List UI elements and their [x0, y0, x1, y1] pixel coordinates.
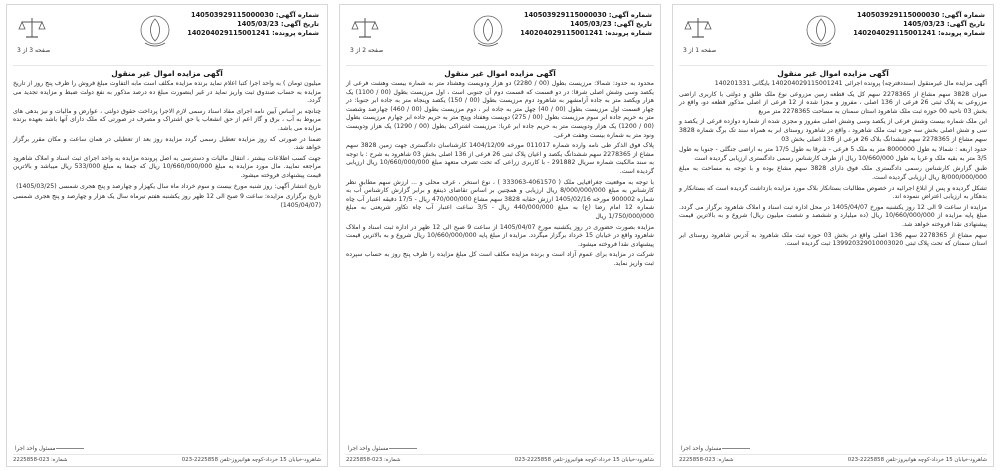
footer-address: شاهرود-خیابان 15 خرداد-کوچه هوانیروز-تلفن 2225858-023	[847, 457, 987, 463]
paragraph: تشکل گردیده و پس از ابلاغ اجرائیه در خصوص مطالبات بستانکار بلاک مورد مزایده بازداشت گردیده است که بستانکار و بدهکار به ارزیابی اعتراض ننموده اند.	[679, 184, 987, 201]
page-footer	[346, 454, 654, 463]
paragraph: میلیون تومان ) به واحد اجرا کتبا اعلام نماید برنده مزایده مکلف است مابه التفاوت مبلغ فروش را ظرف پنج روز از تاریخ مزایده به حساب صندوق ثبت واریز نماید در غیر اینصورت مبلغ ده درصد مذکور به نفع دولت ضبط و مزایده تجدید می گردد.	[13, 80, 321, 105]
paragraph: طبق گزارش کارشناس رسمی دادگستری ملک فوق دارای 3828 سهم مشاع بوده و با توجه به مساحت به مبلغ 8/000/000/000 ریال ارزیابی گردیده است.	[679, 165, 987, 181]
paragraph: پلاک فوق الذکر طی نامه وارده شماره 011017 مورخه 1404/12/09 کارشناسان دادگستری جهت زمین 3828 سهم مشاع از 2278365 سهم ششدانگ یکصد و اعیان پلاک ثبتی 26 فرعی از 136 اصلی بخش 03 شاهرود به شرح : با توجه به سند مالکیت شماره سریال 291882 - با کاربری زراعی که تحت تصرف متعهد مبلغ 10/660/000/000 ریال ارزیابی گردیده است.	[346, 142, 654, 175]
emblem-icon	[801, 13, 841, 51]
signature-label: مسئول واحد اجرا	[681, 446, 753, 452]
signature-label: مسئول واحد اجرا	[348, 446, 420, 452]
file-number: شماره پرونده: 140204029115001241	[187, 29, 319, 37]
paragraph: سهم مشاع از 2278365 سهم 136 اصلی واقع در بخش 03 حوزه ثبت ملک شاهرود به آدرس شاهرود روستای ابر استان سمنان که تحت پلاک ثبتی 139920329010003020 ثبت گردیده است.	[679, 231, 987, 248]
footer-phone: شماره: 023-2225858	[679, 457, 734, 463]
page-number: صفحه 3 از 3	[17, 47, 51, 54]
page-number: صفحه 1 از 3	[683, 47, 717, 54]
paragraph: چنانچه بر اساس آیین نامه اجرای مفاد اسناد رسمی لازم الاجرا پرداخت حقوق دولتی ، عوارض و مالیات و نیز بدهی های مربوط به آب ، برق و گاز اعم از حق انشعاب یا حق اشتراک و مصرف در صورتی که ملک دارای آنها باشد بعهده برنده مزایده می باشد.	[13, 107, 321, 132]
ad-date: تاریخ آگهی: 1405/03/23	[570, 20, 652, 28]
paragraph: حدود اربعه : شمالا به طول 8000000 متر به ملک 5 فرعی - شرقا به طول 17/5 متر به اراضی جنگلی - جنوبا به طول 3/5 متر به بقیه ملک و غربا به طول 10/660/000 ریال از طرف کارشناس رسمی دادگستری ارزیابی گردیده است	[679, 146, 988, 162]
paragraph: مزایده از ساعت 9 الی 12 روز یکشنبه مورخ 1405/04/07 در محل اداره ثبت اسناد و املاک شاهرود برگزار می گردد. مبلغ پایه مزایده از 10/660/000/000 ریال (ده میلیارد و ششصد و شصت میلیون ریال) شروع و به بالاترین قیمت پیشنهادی نقدا فروخته خواهد شد.	[679, 203, 987, 228]
paragraph: تاریخ برگزاری مزایده: ساعت 9 صبح الی 12 ظهر روز یکشنبه هفتم تیرماه سال یک هزار و چهارصد و پنج هجری شمسی (1405/04/07)	[13, 193, 322, 209]
file-number: شماره پرونده: 140204029115001241	[853, 29, 985, 37]
footer-address: شاهرود-خیابان 15 خرداد-کوچه هوانیروز-تلفن 2225858-023	[181, 457, 321, 463]
notice-body	[346, 80, 654, 268]
footer-address: شاهرود-خیابان 15 خرداد-کوچه هوانیروز-تلفن 2225858-023	[514, 457, 654, 463]
ad-number: شماره آگهی: 140503929115000030	[190, 11, 319, 19]
paragraph: مزایده بصورت حضوری در روز یکشنبه مورخ 1405/04/07 از ساعت 9 صبح الی 12 ظهر در اداره ثبت اسناد و املاک شاهرود واقع در خیابان 15 خرداد برگزار میگردد. مزایده از مبلغ پایه 10/660/000/000 ریال شروع و به بالاترین قیمت پیشنهادی نقدا فروخته میشود.	[346, 223, 655, 248]
notice-body	[13, 80, 321, 210]
ad-metadata	[853, 11, 985, 38]
scales-of-justice-icon	[17, 15, 47, 41]
ad-number: شماره آگهی: 140503929115000030	[856, 11, 985, 19]
page-header	[13, 9, 321, 66]
paragraph: محدود به حدود: شمالا: مرزیست بطول (00 / 2280) دو هزار ودویست وهشتاد متر به شماره بیست وهشت فرعی از یکصد وسی وشش اصلی شرقا: در دو قسمت که قسمت دوم آن جنوبی است ، اول مرزیست بطول (00 / 1100) یک هزار ویکصد متر به جاده آرامشهر به شاهرود دوم مرزیست بطول (00 / 150) یکصد وپنجاه متر به جاده ابر جنوبا: در چهار قسمت اول مرزیست بطول (00 / 40) چهل متر به جاده ابر ، دوم مرزیست بطول (00 / 460) چهارصد وشصت متر به حریم جاده ابر سوم مرزیست بطول (00 / 275) دویست وهفتاد وپنج متر به حریم جاده ابر چهارم مرزیست بطول (00 / 1200) یک هزار ودویست متر به حریم جاده ابر غربا: مرزیست اشتراکی بطول (00 / 1290) یک هزار ودویست ونود متر به شماره بیست وهفت فرعی.	[346, 80, 655, 139]
paragraph: این ملک شماره بیست وشش فرعی از یکصد وسی وشش اصلی مفروز و مجزی شده از شماره دوازده فرعی از یکصد و سی و شش اصلی بخش سه حوزه ثبت ملک شاهرود ، واقع در شاهرود روستای ابر به همراه سند تک برگ شماره 3828 سهم مشاع از 2278365 سهم ششدانگ بلاک 26 فرعی از 136 اصلی بخش 03	[679, 118, 987, 143]
emblem-icon	[135, 13, 175, 51]
page-number: صفحه 2 از 3	[350, 47, 384, 54]
ad-number: شماره آگهی: 140503929115000030	[523, 11, 652, 19]
paragraph: آگهی مزایده مال غیرمنقول (سنددفترچه) پرونده اجرائی 140204029115001241 بایگانی 140201331	[714, 80, 987, 87]
notice-title: آگهی مزایده اموال غیر منقول	[444, 69, 556, 78]
page-header	[679, 9, 987, 66]
paragraph: میزان 3828 سهم مشاع از 2278365 سهم کل یک قطعه زمین مزروعی نوع ملک طلق و دولتی با کاربری اراضی مزروعی به پلاک ثبتی 26 فرعی از 136 اصلی ، مفروز و مجزا شده از 12 فرعی از اصلی مذکور قطعه دو، واقع در بخش 03 ناحیه 00 حوزه ثبت ملک شاهرود استان سمنان به مساحت 2278365 متر مربع	[679, 90, 987, 115]
ad-metadata	[520, 11, 652, 38]
paragraph: با توجه به موقعیت جغرافیایی ملک ( 4061570-333063 ) ، نوع استخر ، عرف محلی و ... ارزش سهم مطابق نظر کارشناس به مبلغ 8/000/000/000 ریال ارزیابی و همچنین بر اساس تقاضای ذینفع و برابر گزارش کارشناس آب به شماره 900002 مورخه 1405/02/16 ارزش حقابه 3828 سهم مشاع 470/000/000 ریال - 17/5 دقیقه اعتبار آب چاه شماره 12 امام رضا (ع) به مبلغ 440/000/000 ریال - 3/5 ساعت اعتبار آب چاه تکاور شریعتی به مبلغ 1/750/000/000 ریال	[346, 178, 655, 220]
page-3	[6, 4, 328, 467]
page-footer	[679, 454, 987, 463]
ad-date: تاریخ آگهی: 1405/03/23	[903, 20, 985, 28]
emblem-icon	[468, 13, 508, 51]
paragraph: جهت کسب اطلاعات بیشتر ، انتقال مالیات و دسترسی به اصل پرونده مزایده به واحد اجرای ثبت اسناد و املاک شاهرود مراجعه نمایید. مال مورد مزایده به مبلغ 10/660/000/000 ریال که جمعا به مبلغ 533/000 ریال میباشد و بالاترین قیمت پیشنهادی فروخته میشود.	[13, 154, 321, 179]
scales-of-justice-icon	[350, 15, 380, 41]
notice-title: آگهی مزایده اموال غیر منقول	[111, 69, 223, 78]
notice-body	[679, 80, 987, 249]
notice-title: آگهی مزایده اموال غیر منقول	[777, 69, 889, 78]
footer-phone: شماره: 023-2225858	[13, 457, 68, 463]
file-number: شماره پرونده: 140204029115001241	[520, 29, 652, 37]
page-1	[672, 4, 994, 467]
ad-date: تاریخ آگهی: 1405/03/23	[237, 20, 319, 28]
paragraph: ضمنا در صورتی که روز مزایده تعطیل رسمی گردد مزایده روز بعد از تعطیلی در همان ساعت و مکان مقرر برگزار خواهد شد.	[13, 135, 321, 152]
footer-phone: شماره: 023-2225858	[346, 457, 401, 463]
paragraph: تاریخ انتشار آگهی: روز شنبه مورخ بیست و سوم خرداد ماه سال یکهزار و چهارصد و پنج هجری شمسی (1405/03/25)	[16, 182, 321, 190]
scales-of-justice-icon	[683, 15, 713, 41]
page-footer	[13, 454, 321, 463]
paragraph: شرکت در مزایده برای عموم آزاد است و برنده مزایده مکلف است کل مبلغ مزایده را ظرف پنج روز به حساب سپرده ثبت واریز نماید.	[346, 251, 654, 267]
signature-label: مسئول واحد اجرا	[15, 446, 87, 452]
ad-metadata	[187, 11, 319, 38]
page-header	[346, 9, 654, 66]
page-2	[339, 4, 661, 467]
